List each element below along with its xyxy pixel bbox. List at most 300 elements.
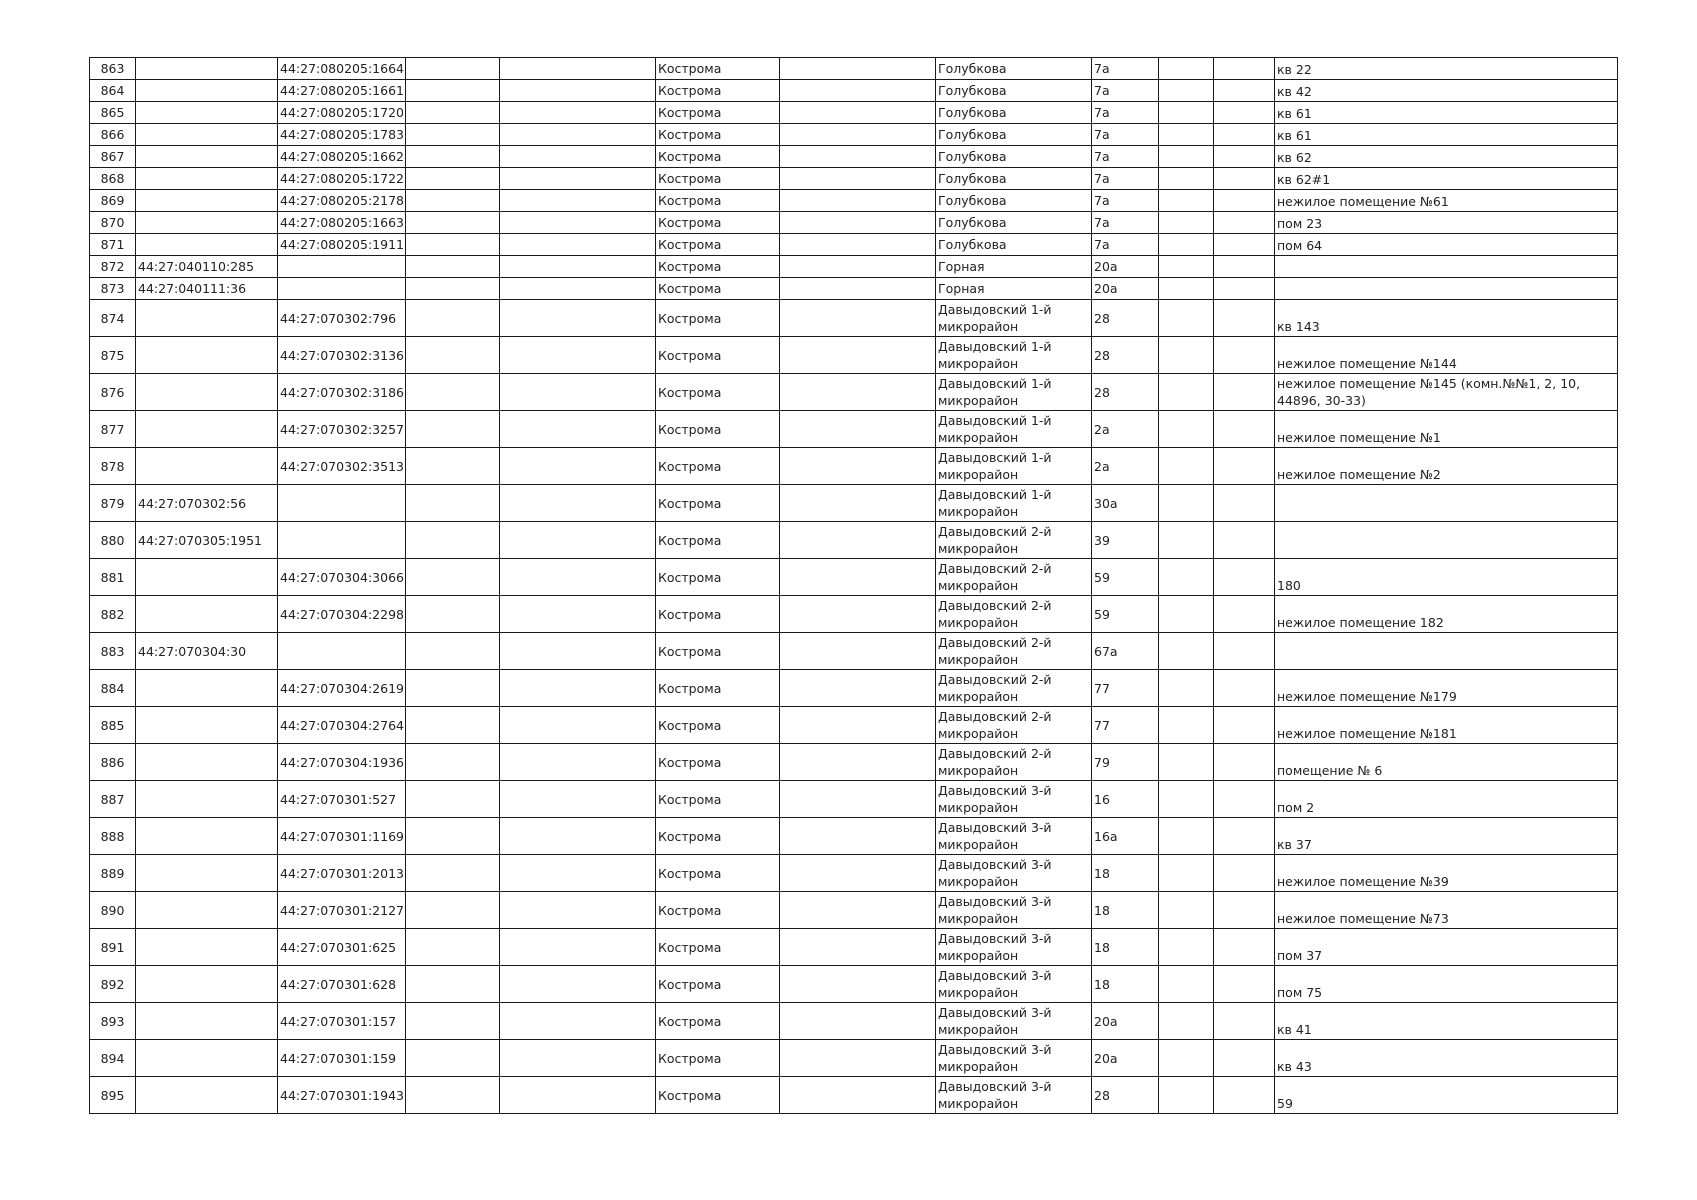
house-cell: 20а [1092,278,1159,300]
row-number-cell: 882 [90,596,136,633]
empty-cell [406,146,500,168]
premises-cell: нежилое помещение №39 [1275,855,1618,892]
premises-cell: кв 62 [1275,146,1618,168]
parcel-cadastral-cell [136,1077,278,1114]
object-cadastral-cell [278,522,406,559]
parcel-cadastral-cell [136,146,278,168]
parcel-cadastral-cell [136,1040,278,1077]
empty-cell [406,929,500,966]
object-cadastral-cell: 44:27:070301:527 [278,781,406,818]
table-row [90,337,1618,374]
empty-cell [780,966,936,1003]
parcel-cadastral-cell [136,190,278,212]
empty-cell [406,124,500,146]
row-number-cell: 877 [90,411,136,448]
empty-cell [500,596,656,633]
street-cell: Давыдовский 2-й микрорайон [936,522,1092,559]
street-cell: Давыдовский 2-й микрорайон [936,670,1092,707]
empty-cell [500,485,656,522]
object-cadastral-cell: 44:27:070304:2298 [278,596,406,633]
object-cadastral-cell: 44:27:070301:159 [278,1040,406,1077]
empty-cell [500,633,656,670]
house-cell: 7а [1092,190,1159,212]
house-cell: 2а [1092,448,1159,485]
empty-cell [406,485,500,522]
city-cell: Кострома [656,1077,780,1114]
object-cadastral-cell: 44:27:070301:628 [278,966,406,1003]
street-cell: Давыдовский 3-й микрорайон [936,929,1092,966]
empty-cell [780,411,936,448]
object-cadastral-cell: 44:27:080205:1662 [278,146,406,168]
empty-cell [1159,168,1214,190]
empty-cell [406,168,500,190]
empty-cell [780,855,936,892]
table-row [90,559,1618,596]
table-row [90,633,1618,670]
parcel-cadastral-cell [136,411,278,448]
table-row [90,190,1618,212]
row-number-cell: 884 [90,670,136,707]
city-cell: Кострома [656,522,780,559]
house-cell: 18 [1092,892,1159,929]
empty-cell [1214,1003,1275,1040]
street-cell: Давыдовский 3-й микрорайон [936,1003,1092,1040]
street-cell: Голубкова [936,168,1092,190]
house-cell: 18 [1092,966,1159,1003]
empty-cell [500,146,656,168]
city-cell: Кострома [656,670,780,707]
house-cell: 2а [1092,411,1159,448]
empty-cell [780,559,936,596]
empty-cell [1159,559,1214,596]
empty-cell [1214,80,1275,102]
house-cell: 7а [1092,102,1159,124]
empty-cell [1214,256,1275,278]
table-row [90,212,1618,234]
table-row [90,855,1618,892]
empty-cell [1214,633,1275,670]
empty-cell [406,80,500,102]
house-cell: 28 [1092,1077,1159,1114]
empty-cell [1214,190,1275,212]
city-cell: Кострома [656,744,780,781]
object-cadastral-cell: 44:27:080205:1720 [278,102,406,124]
premises-cell [1275,485,1618,522]
empty-cell [500,1003,656,1040]
empty-cell [1159,596,1214,633]
empty-cell [1214,522,1275,559]
street-cell: Давыдовский 1-й микрорайон [936,300,1092,337]
house-cell: 77 [1092,707,1159,744]
row-number-cell: 879 [90,485,136,522]
empty-cell [1159,892,1214,929]
empty-cell [1159,1040,1214,1077]
empty-cell [780,633,936,670]
row-number-cell: 889 [90,855,136,892]
object-cadastral-cell: 44:27:070302:3136 [278,337,406,374]
parcel-cadastral-cell [136,744,278,781]
table-row [90,966,1618,1003]
empty-cell [780,58,936,80]
house-cell: 7а [1092,80,1159,102]
street-cell: Голубкова [936,102,1092,124]
city-cell: Кострома [656,855,780,892]
premises-cell: кв 42 [1275,80,1618,102]
object-cadastral-cell: 44:27:070301:2127 [278,892,406,929]
street-cell: Давыдовский 2-й микрорайон [936,707,1092,744]
street-cell: Давыдовский 3-й микрорайон [936,1040,1092,1077]
parcel-cadastral-cell [136,1003,278,1040]
empty-cell [406,448,500,485]
empty-cell [406,966,500,1003]
empty-cell [1159,670,1214,707]
empty-cell [500,80,656,102]
parcel-cadastral-cell [136,124,278,146]
street-cell: Давыдовский 1-й микрорайон [936,448,1092,485]
empty-cell [500,966,656,1003]
city-cell: Кострома [656,892,780,929]
row-number-cell: 863 [90,58,136,80]
city-cell: Кострома [656,966,780,1003]
empty-cell [1159,234,1214,256]
city-cell: Кострома [656,374,780,411]
street-cell: Голубкова [936,80,1092,102]
row-number-cell: 878 [90,448,136,485]
row-number-cell: 880 [90,522,136,559]
house-cell: 28 [1092,300,1159,337]
street-cell: Давыдовский 1-й микрорайон [936,411,1092,448]
empty-cell [1214,374,1275,411]
house-cell: 20а [1092,1003,1159,1040]
empty-cell [1214,168,1275,190]
object-cadastral-cell: 44:27:070301:1943 [278,1077,406,1114]
empty-cell [500,58,656,80]
address-table [89,57,1618,1114]
empty-cell [780,374,936,411]
empty-cell [406,707,500,744]
table-row [90,448,1618,485]
object-cadastral-cell: 44:27:070302:3513 [278,448,406,485]
row-number-cell: 892 [90,966,136,1003]
premises-cell: 59 [1275,1077,1618,1114]
object-cadastral-cell: 44:27:080205:1661 [278,80,406,102]
street-cell: Голубкова [936,190,1092,212]
city-cell: Кострома [656,1040,780,1077]
empty-cell [1214,929,1275,966]
table-row [90,929,1618,966]
row-number-cell: 876 [90,374,136,411]
city-cell: Кострома [656,781,780,818]
premises-cell: нежилое помещение №1 [1275,411,1618,448]
empty-cell [500,1040,656,1077]
empty-cell [500,124,656,146]
house-cell: 79 [1092,744,1159,781]
street-cell: Давыдовский 2-й микрорайон [936,596,1092,633]
parcel-cadastral-cell [136,781,278,818]
city-cell: Кострома [656,818,780,855]
house-cell: 16 [1092,781,1159,818]
street-cell: Голубкова [936,234,1092,256]
premises-cell: пом 75 [1275,966,1618,1003]
empty-cell [500,892,656,929]
empty-cell [1159,146,1214,168]
empty-cell [1159,633,1214,670]
row-number-cell: 885 [90,707,136,744]
empty-cell [500,855,656,892]
row-number-cell: 864 [90,80,136,102]
table-row [90,256,1618,278]
empty-cell [500,168,656,190]
premises-cell [1275,522,1618,559]
city-cell: Кострома [656,102,780,124]
empty-cell [1214,744,1275,781]
empty-cell [780,1040,936,1077]
parcel-cadastral-cell [136,80,278,102]
row-number-cell: 890 [90,892,136,929]
parcel-cadastral-cell: 44:27:070302:56 [136,485,278,522]
empty-cell [1159,80,1214,102]
city-cell: Кострома [656,300,780,337]
table-row [90,374,1618,411]
city-cell: Кострома [656,1003,780,1040]
empty-cell [780,1077,936,1114]
empty-cell [780,102,936,124]
table-row [90,411,1618,448]
empty-cell [406,212,500,234]
empty-cell [780,256,936,278]
house-cell: 7а [1092,146,1159,168]
parcel-cadastral-cell: 44:27:040111:36 [136,278,278,300]
object-cadastral-cell: 44:27:080205:1911 [278,234,406,256]
premises-cell: кв 37 [1275,818,1618,855]
table-row [90,596,1618,633]
empty-cell [1159,485,1214,522]
empty-cell [780,522,936,559]
empty-cell [500,234,656,256]
empty-cell [1159,300,1214,337]
empty-cell [500,929,656,966]
empty-cell [1159,744,1214,781]
empty-cell [780,892,936,929]
object-cadastral-cell: 44:27:070304:1936 [278,744,406,781]
table-row [90,124,1618,146]
empty-cell [780,337,936,374]
empty-cell [406,855,500,892]
house-cell: 18 [1092,855,1159,892]
empty-cell [500,670,656,707]
table-row [90,80,1618,102]
premises-cell: помещение № 6 [1275,744,1618,781]
empty-cell [1159,818,1214,855]
empty-cell [406,670,500,707]
empty-cell [1214,892,1275,929]
premises-cell [1275,633,1618,670]
street-cell: Давыдовский 3-й микрорайон [936,818,1092,855]
row-number-cell: 881 [90,559,136,596]
premises-cell [1275,278,1618,300]
premises-cell: кв 43 [1275,1040,1618,1077]
empty-cell [1214,596,1275,633]
empty-cell [1159,337,1214,374]
house-cell: 30а [1092,485,1159,522]
street-cell: Голубкова [936,124,1092,146]
empty-cell [1214,781,1275,818]
city-cell: Кострома [656,212,780,234]
empty-cell [1214,124,1275,146]
house-cell: 7а [1092,58,1159,80]
table-row [90,485,1618,522]
row-number-cell: 874 [90,300,136,337]
empty-cell [500,707,656,744]
street-cell: Давыдовский 1-й микрорайон [936,337,1092,374]
empty-cell [406,596,500,633]
city-cell: Кострома [656,485,780,522]
empty-cell [406,102,500,124]
street-cell: Горная [936,278,1092,300]
object-cadastral-cell [278,278,406,300]
empty-cell [406,1003,500,1040]
empty-cell [500,212,656,234]
empty-cell [1214,485,1275,522]
premises-cell: нежилое помещение 182 [1275,596,1618,633]
empty-cell [406,256,500,278]
street-cell: Давыдовский 3-й микрорайон [936,966,1092,1003]
city-cell: Кострома [656,256,780,278]
object-cadastral-cell: 44:27:080205:1722 [278,168,406,190]
row-number-cell: 895 [90,1077,136,1114]
empty-cell [780,146,936,168]
table-row [90,522,1618,559]
street-cell: Давыдовский 2-й микрорайон [936,633,1092,670]
table-row [90,781,1618,818]
object-cadastral-cell: 44:27:070304:3066 [278,559,406,596]
empty-cell [500,256,656,278]
object-cadastral-cell: 44:27:070302:3257 [278,411,406,448]
empty-cell [500,559,656,596]
premises-cell: нежилое помещение №2 [1275,448,1618,485]
empty-cell [500,190,656,212]
premises-cell: нежилое помещение №61 [1275,190,1618,212]
premises-cell [1275,256,1618,278]
empty-cell [780,278,936,300]
parcel-cadastral-cell [136,929,278,966]
empty-cell [406,337,500,374]
row-number-cell: 869 [90,190,136,212]
object-cadastral-cell: 44:27:070304:2764 [278,707,406,744]
house-cell: 77 [1092,670,1159,707]
street-cell: Давыдовский 2-й микрорайон [936,744,1092,781]
city-cell: Кострома [656,80,780,102]
house-cell: 7а [1092,168,1159,190]
empty-cell [780,168,936,190]
empty-cell [500,448,656,485]
empty-cell [780,300,936,337]
street-cell: Давыдовский 1-й микрорайон [936,485,1092,522]
parcel-cadastral-cell [136,892,278,929]
empty-cell [406,234,500,256]
row-number-cell: 875 [90,337,136,374]
house-cell: 7а [1092,124,1159,146]
table-row [90,102,1618,124]
house-cell: 20а [1092,256,1159,278]
empty-cell [1214,146,1275,168]
empty-cell [780,818,936,855]
street-cell: Давыдовский 3-й микрорайон [936,855,1092,892]
parcel-cadastral-cell [136,559,278,596]
parcel-cadastral-cell: 44:27:040110:285 [136,256,278,278]
parcel-cadastral-cell [136,707,278,744]
empty-cell [780,448,936,485]
city-cell: Кострома [656,707,780,744]
object-cadastral-cell: 44:27:080205:2178 [278,190,406,212]
empty-cell [406,278,500,300]
street-cell: Давыдовский 3-й микрорайон [936,892,1092,929]
parcel-cadastral-cell [136,374,278,411]
premises-cell: пом 2 [1275,781,1618,818]
house-cell: 39 [1092,522,1159,559]
empty-cell [780,80,936,102]
city-cell: Кострома [656,929,780,966]
premises-cell: нежилое помещение №179 [1275,670,1618,707]
row-number-cell: 865 [90,102,136,124]
row-number-cell: 894 [90,1040,136,1077]
street-cell: Давыдовский 3-й микрорайон [936,1077,1092,1114]
empty-cell [500,278,656,300]
row-number-cell: 888 [90,818,136,855]
empty-cell [1214,1040,1275,1077]
street-cell: Давыдовский 1-й микрорайон [936,374,1092,411]
premises-cell: нежилое помещение №144 [1275,337,1618,374]
empty-cell [1159,966,1214,1003]
object-cadastral-cell [278,485,406,522]
row-number-cell: 886 [90,744,136,781]
row-number-cell: 870 [90,212,136,234]
object-cadastral-cell: 44:27:070301:157 [278,1003,406,1040]
parcel-cadastral-cell [136,448,278,485]
empty-cell [1159,411,1214,448]
house-cell: 16а [1092,818,1159,855]
empty-cell [1159,374,1214,411]
empty-cell [780,124,936,146]
empty-cell [1214,448,1275,485]
empty-cell [406,58,500,80]
premises-cell: пом 23 [1275,212,1618,234]
table-row [90,58,1618,80]
empty-cell [406,744,500,781]
house-cell: 18 [1092,929,1159,966]
table-row [90,1003,1618,1040]
premises-cell: 180 [1275,559,1618,596]
object-cadastral-cell: 44:27:070301:1169 [278,818,406,855]
empty-cell [1214,212,1275,234]
row-number-cell: 871 [90,234,136,256]
premises-cell: кв 61 [1275,102,1618,124]
empty-cell [1214,1077,1275,1114]
city-cell: Кострома [656,559,780,596]
empty-cell [780,744,936,781]
parcel-cadastral-cell [136,670,278,707]
empty-cell [500,300,656,337]
parcel-cadastral-cell [136,58,278,80]
table-row [90,300,1618,337]
empty-cell [780,707,936,744]
house-cell: 28 [1092,337,1159,374]
parcel-cadastral-cell: 44:27:070304:30 [136,633,278,670]
premises-cell: пом 37 [1275,929,1618,966]
row-number-cell: 872 [90,256,136,278]
premises-cell: кв 62#1 [1275,168,1618,190]
house-cell: 7а [1092,234,1159,256]
